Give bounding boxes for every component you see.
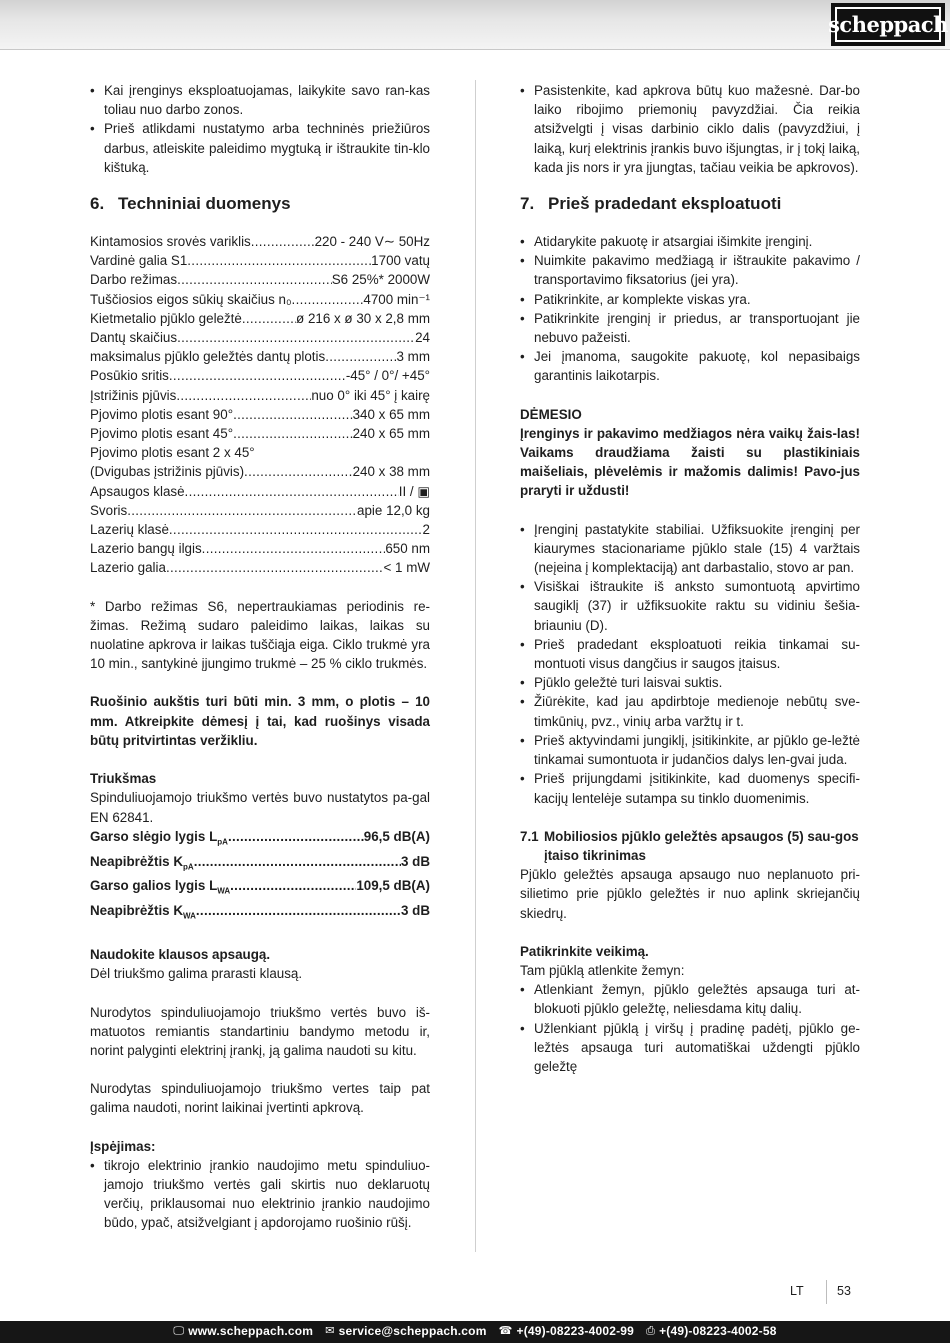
dot-leader xyxy=(194,852,401,871)
warning-title: Įspėjimas: xyxy=(90,1138,156,1154)
spec-label: Pjovimo plotis esant 45° xyxy=(90,426,234,442)
unpacking-bullets xyxy=(520,232,860,386)
duty-cycle-footnote: * Darbo režimas S6, nepertraukiamas periodinis re-žimas. Režimą sudaro paleidimo laikas, laikas su nuolatine apkrova ir laikas tuščiąja eiga. Ciklo trukmė yra 10 min., santykinė įjungimo trukmė – 25 % ciklo trukmės. xyxy=(90,598,430,672)
spec-value: S6 25%* 2000W xyxy=(331,272,430,288)
spec-value: 2 xyxy=(422,522,430,538)
dot-leader xyxy=(242,309,296,328)
list-item: • Pasistenkite, kad apkrova būtų kuo mažesnė. Dar-bo laiko ribojimo priemonių pavyzdžiai. Čia reikia atsižvelgti į visas darbinio ciklo dalis (pavyzdžiui, į laiką, kurį elektrinis įrankis buvo išjungtas, ir į tokį laiką, kada jis nors ir yra įjungtas, tačiau veikia be apkrovos). xyxy=(520,81,860,177)
list-item: • Kai įrenginys eksploatuojamas, laikykite savo ran-kas toliau nuo darbo zonos. xyxy=(90,81,430,119)
footer-phone-text: +(49)-08223-4002-99 xyxy=(516,1324,635,1339)
noise-label-text: Garso slėgio lygis L xyxy=(90,828,218,844)
list-item: • Atidarykite pakuotę ir atsargiai išimkite įrenginį. xyxy=(520,232,860,251)
list-item: • Visiškai ištraukite iš anksto sumontuotą apvirtimo saugiklį (37) ir užfiksuokite raktu su vidiniu šešia-briauniu (D). xyxy=(520,577,860,635)
noise-label-sub: WA xyxy=(183,912,196,921)
noise-label-sub: pA xyxy=(183,862,194,872)
spec-label: Įstrižinis pjūvis xyxy=(90,387,177,403)
spec-value: 650 nm xyxy=(385,541,430,557)
list-item: • Nuimkite pakavimo medžiagą ir ištraukite pakavimo / transportavimo fiksatorius (jei yra). xyxy=(520,251,860,289)
spec-row xyxy=(90,558,430,577)
spec-row xyxy=(90,386,430,405)
intro-bullets-left xyxy=(90,81,430,177)
section-7-heading xyxy=(520,193,860,215)
warning-bullets xyxy=(90,1156,430,1233)
section-title: Prieš pradedant eksploatuoti xyxy=(548,194,782,214)
list-item: • Atlenkiant žemyn, pjūklo geležtės apsauga turi at-blokuoti pjūklo geležtę, neliesdama kitų dalių. xyxy=(520,980,860,1018)
spec-value: 4700 min⁻¹ xyxy=(363,291,430,307)
spec-row xyxy=(90,520,430,539)
dot-leader xyxy=(177,270,332,289)
noise-value: 3 dB xyxy=(400,853,430,869)
spec-row xyxy=(90,482,430,501)
dot-leader xyxy=(292,290,364,309)
spec-value: < 1 mW xyxy=(383,560,430,576)
spec-value: apie 12,0 kg xyxy=(357,502,430,518)
spec-row xyxy=(90,501,430,520)
footer-email[interactable] xyxy=(325,1322,486,1341)
noise-paragraph-1: Nurodytos spinduliuojamojo triukšmo vertės buvo iš-matuotos remiantis standartiniu bandymo metodu ir, norint palyginti elektrinį įrankį, ją galima naudoti su kitu. xyxy=(90,1004,430,1059)
spec-value: 340 x 65 mm xyxy=(352,406,430,422)
intro-bullets-right xyxy=(520,81,860,177)
list-item: • Prieš atlikdami nustatymo arba techninės priežiūros darbus, atleiskite paleidimo mygtuką ir ištraukite tin-klo kištuką. xyxy=(90,119,430,177)
noise-row xyxy=(90,901,430,926)
footer-fax-text: +(49)-08223-4002-58 xyxy=(659,1324,777,1339)
spec-label: Lazerių klasė xyxy=(90,522,169,538)
noise-label-sub: WA xyxy=(217,887,231,897)
spec-value: 240 x 65 mm xyxy=(352,426,430,442)
spec-value: 220 - 240 V∼ 50Hz xyxy=(314,234,430,250)
envelope-icon: ✉ xyxy=(325,1325,335,1338)
spec-row xyxy=(90,328,430,347)
section-6-heading xyxy=(90,193,430,215)
spec-value: 1700 vatų xyxy=(371,253,430,269)
spec-plain-line: Pjovimo plotis esant 2 x 45° xyxy=(90,445,255,461)
spec-row xyxy=(90,405,430,424)
list-item: • tikrojo elektrinio įrankio naudojimo metu spinduliuo-jamojo triukšmo vertės gali skirtis nuo deklaruotų verčių, priklausomai nuo elektrinio įrankio naudojimo būdo, ypač, atsižvelgiant į apdorojamo ruošinio rūšį. xyxy=(90,1156,430,1233)
spec-label: Kintamosios srovės variklis xyxy=(90,234,251,250)
list-item: • Žiūrėkite, kad jau apdirbtoje medienoje nebūtų sve-timkūnių, pvz., vinių arba varžtų ir t. xyxy=(520,692,860,730)
dot-leader xyxy=(230,876,356,895)
left-column xyxy=(90,81,430,1233)
dot-leader xyxy=(202,539,386,558)
dot-leader xyxy=(244,462,353,481)
spec-value: nuo 0° iki 45° į kairę xyxy=(311,387,430,403)
noise-text: Spinduliuojamojo triukšmo vertės buvo nustatytos pa-gal EN 62841. xyxy=(90,790,430,825)
noise-value: 96,5 dB(A) xyxy=(363,828,430,844)
spec-label: Darbo režimas xyxy=(90,272,178,288)
spec-label: Apsaugos klasė xyxy=(90,483,185,499)
noise-label-text: Garso galios lygis L xyxy=(90,878,218,894)
spec-row xyxy=(90,232,430,251)
right-column xyxy=(520,81,860,1076)
section-7-1-text: Pjūklo geležtės apsauga apsaugo nuo neplanuoto pri-silietimo prie pjūklo geležtės ir nuo aplink skriejančių skiedrų. xyxy=(520,867,860,921)
footer-web[interactable] xyxy=(173,1322,313,1341)
spec-row xyxy=(90,347,430,366)
footer-bar xyxy=(0,1321,950,1343)
section-title: Mobiliosios pjūklo geležtės apsaugos (5) sau-gos įtaiso tikrinimas xyxy=(544,828,859,863)
spec-value: -45° / 0°/ +45° xyxy=(345,368,430,384)
noise-row xyxy=(90,827,430,852)
dot-leader xyxy=(127,501,357,520)
spec-label: Lazerio galia xyxy=(90,560,166,576)
check-function-title: Patikrinkite veikimą. xyxy=(520,943,649,959)
footer-phone[interactable] xyxy=(499,1322,634,1341)
spec-row xyxy=(90,290,430,309)
noise-values xyxy=(90,827,430,927)
list-item: • Prieš aktyvindami jungiklį, įsitikinkite, ar pjūklo ge-ležtė tinkamai sumontuota ir judančios dalys len-gvai juda. xyxy=(520,731,860,769)
spec-value: ø 216 x ø 30 x 2,8 mm xyxy=(296,310,430,326)
spec-label: Lazerio bangų ilgis xyxy=(90,541,202,557)
header-bar xyxy=(0,0,950,50)
dot-leader xyxy=(196,901,401,920)
monitor-icon: 🖵 xyxy=(173,1325,185,1338)
noise-label xyxy=(90,827,228,852)
list-item: • Pjūklo geležtė turi laisvai suktis. xyxy=(520,673,860,692)
dot-leader xyxy=(251,232,315,251)
dot-leader xyxy=(169,366,346,385)
spec-label: Tuščiosios eigos sūkių skaičius n₀ xyxy=(90,291,292,307)
noise-label xyxy=(90,901,196,926)
dot-leader xyxy=(233,424,353,443)
list-item: • Patikrinkite įrenginį ir priedus, ar transportuojant jie nebuvo pažeisti. xyxy=(520,309,860,347)
noise-paragraph-2: Nurodytas spinduliuojamojo triukšmo vertes taip pat galima naudoti, norint laikinai įvertinti apkrovą. xyxy=(90,1081,430,1116)
spec-row xyxy=(90,366,430,385)
spec-label: Posūkio sritis xyxy=(90,368,169,384)
section-number: 7.1 xyxy=(520,828,539,844)
list-item: • Prieš prijungdami įsitikinkite, kad duomenys specifi-kacijų lentelėje sutampa su tinklo duomenimis. xyxy=(520,769,860,807)
noise-row xyxy=(90,876,430,901)
noise-row xyxy=(90,852,430,877)
spec-label: Pjovimo plotis esant 90° xyxy=(90,406,234,422)
spec-value: II / ▣ xyxy=(398,483,430,499)
footer-email-text: service@scheppach.com xyxy=(338,1324,487,1339)
section-number: 7. xyxy=(520,194,535,214)
spec-row xyxy=(90,462,430,481)
dot-leader xyxy=(233,405,353,424)
spec-label: (Dvigubas įstrižinis pjūvis) xyxy=(90,464,245,480)
spec-value: 3 mm xyxy=(396,349,430,365)
section-7-1-heading xyxy=(520,827,860,865)
check-bullets xyxy=(520,980,860,1076)
scheppach-logo xyxy=(828,3,948,46)
footer-fax xyxy=(646,1322,777,1341)
dot-leader xyxy=(228,827,364,846)
spec-label: Dantų skaičius xyxy=(90,330,178,346)
spec-value: 24 xyxy=(415,330,430,346)
logo-frame xyxy=(828,7,948,42)
hearing-protection-title: Naudokite klausos apsaugą. xyxy=(90,947,271,963)
footer-web-text: www.scheppach.com xyxy=(188,1324,314,1339)
dot-leader xyxy=(169,520,423,539)
check-function-text: Tam pjūklą atlenkite žemyn: xyxy=(520,962,685,978)
page-number: 53 xyxy=(837,1284,851,1299)
list-item: • Prieš pradedant eksploatuoti reikia tinkamai su-montuoti visus dangčius ir saugos įtaisus. xyxy=(520,635,860,673)
logo-text: scheppach xyxy=(828,11,948,37)
section-number: 6. xyxy=(90,194,105,214)
divider xyxy=(826,1280,827,1304)
list-item: • Užlenkiant pjūklą į viršų į pradinę padėtį, pjūklo ge-ležtės apsauga turi automatiškai uždengti pjūklo geležtę xyxy=(520,1019,860,1077)
noise-label-text: Neapibrėžtis K xyxy=(90,853,184,869)
spec-label: Kietmetalio pjūklo geležtė xyxy=(90,310,242,326)
phone-icon: ☎ xyxy=(498,1325,513,1338)
noise-label xyxy=(90,852,194,877)
page-number-box xyxy=(790,1280,851,1304)
noise-value: 3 dB xyxy=(400,903,430,919)
list-item: • Patikrinkite, ar komplekte viskas yra. xyxy=(520,290,860,309)
spec-label: Svoris xyxy=(90,502,128,518)
workpiece-note: Ruošinio aukštis turi būti min. 3 mm, o plotis – 10 mm. Atkreipkite dėmesį į tai, kad ruošinys visada būtų pritvirtintas veržikliu. xyxy=(90,694,430,748)
noise-label xyxy=(90,876,230,901)
spec-value: 240 x 38 mm xyxy=(352,464,430,480)
column-divider xyxy=(475,80,476,1252)
noise-title: Triukšmas xyxy=(90,771,157,787)
spec-label: maksimalus pjūklo geležtės dantų plotis xyxy=(90,349,326,365)
spec-row xyxy=(90,270,430,289)
spec-row xyxy=(90,424,430,443)
spec-row xyxy=(90,539,430,558)
list-item: • Jei įmanoma, saugokite pakuotę, kol nepasibaigs garantinis laikotarpis. xyxy=(520,347,860,385)
section-title: Techniniai duomenys xyxy=(118,194,291,214)
language-code: LT xyxy=(790,1284,804,1299)
attention-text: Įrenginys ir pakavimo medžiagos nėra vaikų žais-las! Vaikams draudžiama žaisti su plastikiniais maišeliais, plėvelėmis ir mažomis dalimis! Pavo-jus praryti ir uždusti! xyxy=(520,425,860,499)
list-item: • Įrenginį pastatykite stabiliai. Užfiksuokite įrenginį per kiaurymes stacionariame pjūklo stale (15) 4 varžtais (neįeina į komplektaciją) ant darbastalio, stovo ar pan. xyxy=(520,520,860,578)
attention-title: DĖMESIO xyxy=(520,406,582,422)
setup-bullets xyxy=(520,520,860,808)
noise-label-text: Neapibrėžtis K xyxy=(90,903,184,919)
spec-label: Vardinė galia S1 xyxy=(90,253,188,269)
dot-leader xyxy=(177,328,415,347)
noise-value: 109,5 dB(A) xyxy=(356,878,430,894)
fax-icon: ⎙ xyxy=(646,1325,656,1338)
dot-leader xyxy=(187,251,371,270)
dot-leader xyxy=(166,558,384,577)
spec-row xyxy=(90,251,430,270)
dot-leader xyxy=(325,347,396,366)
dot-leader xyxy=(176,386,311,405)
noise-label-sub: pA xyxy=(217,837,228,847)
spec-list xyxy=(90,232,430,578)
dot-leader xyxy=(185,482,399,501)
hearing-protection-text: Dėl triukšmo galima prarasti klausą. xyxy=(90,966,303,982)
spec-row xyxy=(90,309,430,328)
